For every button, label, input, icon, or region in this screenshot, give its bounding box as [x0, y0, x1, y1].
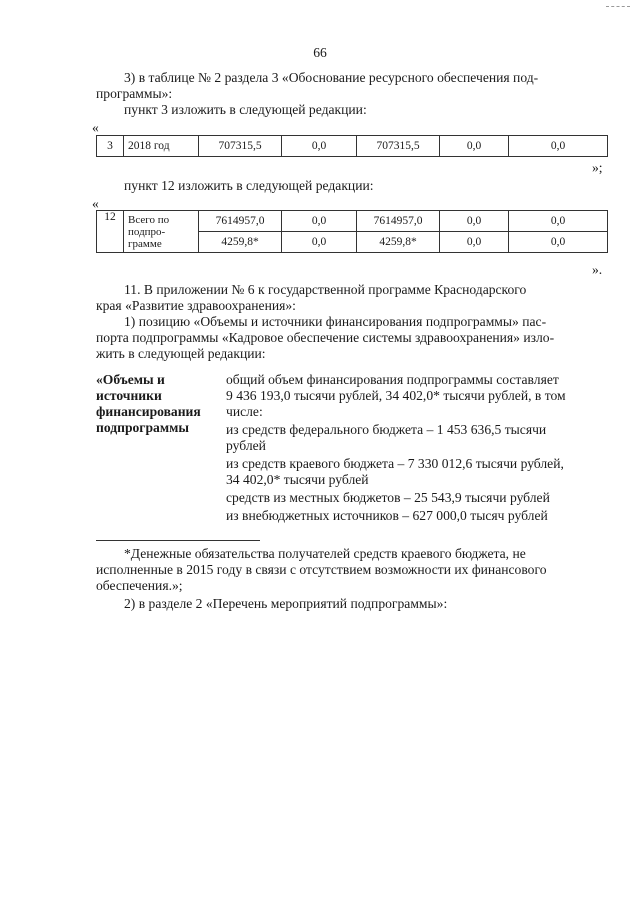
funding-line: общий объем финансирования подпрограммы составляет [226, 372, 559, 387]
open-quote-1: « [92, 120, 99, 135]
passport-head-line: подпрограммы [96, 420, 189, 435]
cell-year: 2018 год [124, 136, 199, 157]
funding-line: 34 402,0* тысячи рублей [226, 472, 369, 487]
cell-local: 0,0 [440, 232, 509, 253]
cell-other: 0,0 [509, 211, 608, 232]
funding-line: из средств федерального бюджета – 1 453 636,5 тысячи [226, 422, 547, 437]
cell-local: 0,0 [440, 211, 509, 232]
funding-line: из внебюджетных источников – 627 000,0 тысяч рублей [226, 508, 548, 523]
page-number: 66 [313, 45, 327, 60]
p2-line: 2) в разделе 2 «Перечень мероприятий подпрограммы»: [124, 596, 448, 611]
cell-local: 0,0 [440, 136, 509, 157]
cell-regional: 4259,8* [357, 232, 440, 253]
cell-num: 3 [97, 136, 124, 157]
table-row [97, 211, 608, 232]
end-quote-1: »; [592, 160, 603, 175]
end-quote-2: ». [592, 262, 603, 277]
table-row [97, 136, 608, 157]
p1-line2: порта подпрограммы «Кадровое обеспечение системы здравоохранения» изло- [96, 330, 555, 345]
label-line: грамме [128, 237, 162, 250]
footnote-line1: *Денежные обязательства получателей средств краевого бюджета, не [124, 546, 526, 561]
cell-federal: 0,0 [282, 136, 357, 157]
cell-total: 707315,5 [199, 136, 282, 157]
funding-line: 9 436 193,0 тысячи рублей, 34 402,0* тысячи рублей, в том [226, 388, 566, 403]
cell-total: 4259,8* [199, 232, 282, 253]
funding-line: из средств краевого бюджета – 7 330 012,6 тысячи рублей, [226, 456, 564, 471]
corner-mark [606, 6, 630, 7]
point3-intro: пункт 3 изложить в следующей редакции: [124, 102, 367, 117]
item3-line2: программы»: [96, 86, 173, 101]
cell-label [124, 211, 199, 253]
p1-line1: 1) позицию «Объемы и источники финансирования подпрограммы» пас- [124, 314, 547, 329]
passport-head-line: финансирования [96, 404, 201, 419]
funding-line: средств из местных бюджетов – 25 543,9 тысячи рублей [226, 490, 550, 505]
p11-line1: 11. В приложении № 6 к государственной программе Краснодарского [124, 282, 527, 297]
funding-line: числе: [226, 404, 263, 419]
p11-line2: края «Развитие здравоохранения»: [96, 298, 296, 313]
passport-head-line: «Объемы и [96, 372, 165, 387]
label-line: Всего по [128, 213, 170, 226]
cell-federal: 0,0 [282, 232, 357, 253]
table-point-12 [96, 210, 608, 253]
point12-intro: пункт 12 изложить в следующей редакции: [124, 178, 374, 193]
passport-head-line: источники [96, 388, 162, 403]
p1-line3: жить в следующей редакции: [96, 346, 266, 361]
item3-line1: 3) в таблице № 2 раздела 3 «Обоснование ресурсного обеспечения под- [124, 70, 539, 85]
footnote-line2: исполненные в 2015 году в связи с отсутствием возможности их финансового [96, 562, 547, 577]
footnote-line3: обеспечения.»; [96, 578, 183, 593]
cell-other: 0,0 [509, 232, 608, 253]
open-quote-2: « [92, 196, 99, 211]
table-point-3 [96, 135, 608, 157]
cell-total: 7614957,0 [199, 211, 282, 232]
footnote-separator [96, 540, 260, 541]
label-line: подпро- [128, 225, 166, 238]
cell-federal: 0,0 [282, 211, 357, 232]
funding-line: рублей [226, 438, 266, 453]
cell-regional: 707315,5 [357, 136, 440, 157]
cell-num: 12 [97, 211, 124, 253]
cell-regional: 7614957,0 [357, 211, 440, 232]
cell-other: 0,0 [509, 136, 608, 157]
